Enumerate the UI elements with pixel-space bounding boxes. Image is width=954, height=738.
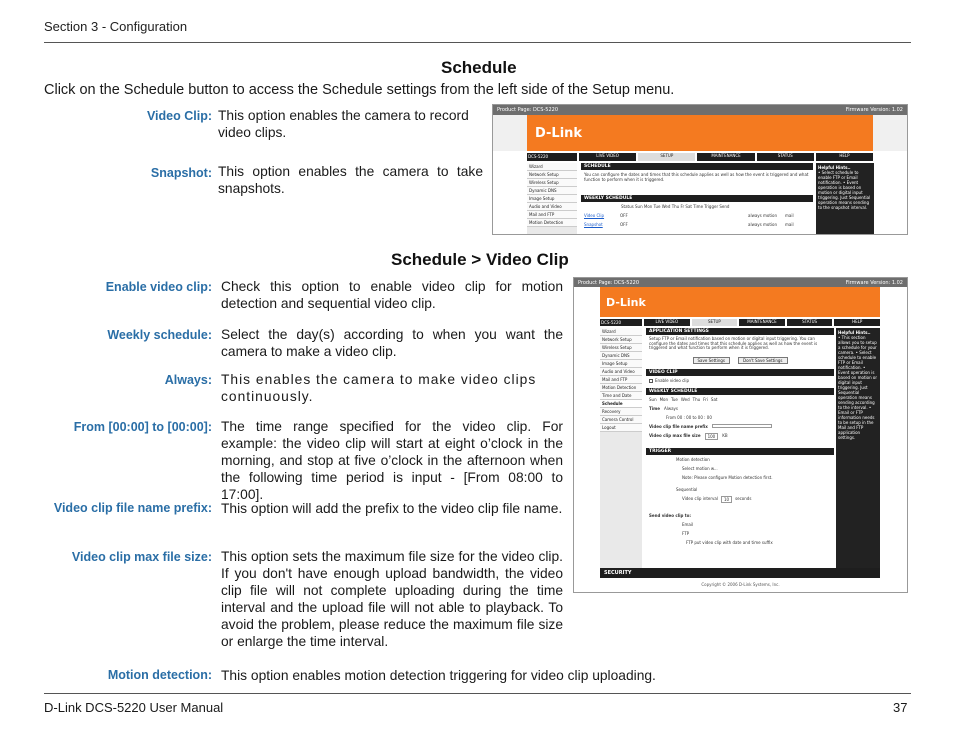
nav-item[interactable]: Wizard	[600, 328, 642, 336]
security-footer: SECURITY	[600, 568, 880, 578]
row-trigger: always motion	[748, 222, 778, 227]
time-label: Time	[649, 406, 660, 411]
section-header: Section 3 - Configuration	[44, 19, 188, 34]
term-enable-video-clip: Enable video clip:	[105, 280, 212, 294]
tab-bar	[642, 319, 880, 326]
schedule-screenshot	[492, 104, 908, 235]
helpful-hints	[816, 163, 874, 235]
tab-status[interactable]: STATUS	[757, 153, 814, 161]
nav-item[interactable]: Dynamic DNS	[600, 352, 642, 360]
row-trigger: always motion	[748, 213, 778, 218]
desc-video-clip: This option enables the camera to record video clips.	[218, 108, 469, 140]
product-bar	[574, 278, 907, 287]
brand-banner	[600, 287, 880, 317]
nav-item[interactable]: Motion Detection	[600, 384, 642, 392]
table-row	[581, 211, 813, 220]
tab-help[interactable]: HELP	[816, 153, 873, 161]
tab-maintenance[interactable]: MAINTENANCE	[739, 319, 785, 326]
enable-row	[646, 376, 834, 385]
desc-motion-detection: This option enables motion detection triggering for video clip uploading.	[221, 668, 656, 683]
row-send: mail	[785, 222, 794, 227]
time-row	[646, 404, 834, 413]
desc-always: This enables the camera to make video clips continuously.	[221, 372, 537, 404]
day-checkbox[interactable]: Thu	[692, 397, 701, 402]
day-checkbox[interactable]: Wed	[680, 397, 690, 402]
model-label: DCS-5220	[527, 153, 577, 161]
table-row	[581, 220, 813, 229]
copyright: Copyright © 2006 D-Link Systems, Inc.	[701, 582, 780, 587]
footer-rule	[44, 693, 911, 694]
nav-item[interactable]: Wireless Setup	[600, 344, 642, 352]
schedule-title: Schedule	[441, 58, 517, 77]
interval-row	[646, 494, 834, 505]
day-checkbox[interactable]: Mon	[659, 397, 669, 402]
row-send: mail	[785, 213, 794, 218]
app-settings-title: APPLICATION SETTINGS	[646, 328, 834, 335]
nav-item[interactable]: Audio and Video	[600, 368, 642, 376]
firmware-label: Firmware Version: 1.02	[845, 107, 903, 113]
ftp-option[interactable]: FTP	[646, 529, 834, 538]
nav-item[interactable]: Image Setup	[600, 360, 642, 368]
day-checkbox[interactable]: Sat	[710, 397, 718, 402]
desc-enable-video-clip: Check this option to enable video clip for motion detection and sequential video clip.	[221, 279, 563, 311]
nav-item[interactable]: Logout	[600, 424, 642, 432]
table-header: Status Sun Mon Tue Wed Thu Fr Sat Time Trigger Send	[581, 202, 813, 211]
header-rule	[44, 42, 911, 43]
helpful-hints	[836, 328, 880, 568]
enable-label: Enable video clip	[655, 378, 690, 383]
nav-item[interactable]: Audio and Video	[527, 203, 577, 211]
from-to-row[interactable]: From 00 : 00 to 00 : 00	[646, 413, 834, 422]
interval-input[interactable]: 10	[721, 496, 732, 503]
firmware-label: Firmware Version: 1.02	[845, 280, 903, 286]
row-link[interactable]: Video Clip	[584, 213, 605, 218]
schedule-panel	[581, 163, 813, 229]
tab-status[interactable]: STATUS	[787, 319, 833, 326]
nav-item[interactable]: Dynamic DNS	[527, 187, 577, 195]
tab-setup[interactable]: SETUP	[638, 153, 695, 161]
footer-manual: D-Link DCS-5220 User Manual	[44, 700, 224, 715]
interval-label: Video clip interval	[682, 496, 718, 501]
note-label: Note: Please configure Motion detection first.	[646, 473, 834, 482]
tab-live-video[interactable]: LIVE VIDEO	[579, 153, 636, 161]
panel-title: SCHEDULE	[581, 163, 813, 170]
prefix-input[interactable]	[712, 424, 772, 428]
day-checkbox[interactable]: Sun	[649, 397, 657, 402]
nav-item[interactable]: Camera Control	[600, 416, 642, 424]
hints-text: • Select schedule to enable FTP or Email notification. • Event operation is based on motion or digital input triggering. Just Sequential operation means sending to the snapshot interval.	[818, 170, 871, 210]
interval-unit: seconds	[735, 496, 752, 501]
nav-item-schedule[interactable]: Schedule	[600, 400, 642, 408]
schedule-intro: Click on the Schedule button to access the Schedule settings from the left side of the Setup menu.	[44, 82, 675, 98]
product-label: Product Page: DCS-5220	[578, 280, 639, 286]
row-status: OFF	[620, 222, 628, 227]
term-always: Always:	[164, 373, 212, 387]
day-checkbox[interactable]: Fri	[703, 397, 708, 402]
video-clip-title: Schedule > Video Clip	[391, 250, 569, 269]
days-row	[646, 395, 834, 404]
hints-text: • This section allows you to setup a schedule for your camera. • Select schedule to enable FTP or Email notification. • Event operation is based on motion or digital input triggering. Just Sequential operation means sending according to the interval. • Email or FTP information needs to be setup in the Mail and FTP application settings.	[838, 335, 877, 440]
dlink-logo: D-Link	[535, 125, 583, 141]
nav-item[interactable]: Recovery	[600, 408, 642, 416]
nav-item[interactable]: Mail and FTP	[527, 211, 577, 219]
always-radio[interactable]: Always	[663, 406, 679, 411]
nav-item[interactable]: Time and Date	[600, 392, 642, 400]
tab-setup[interactable]: SETUP	[692, 319, 738, 326]
desc-snapshot: This option enables the camera to take snapshots.	[218, 164, 483, 196]
nav-item[interactable]: Motion Detection	[527, 219, 577, 227]
hints-title: Helpful Hints..	[838, 330, 871, 335]
desc-file-name-prefix: This option will add the prefix to the video clip file name.	[221, 501, 563, 516]
weekly-title: WEEKLY SCHEDULE	[581, 195, 813, 202]
tab-bar	[577, 153, 873, 161]
desc-weekly-schedule: Select the day(s) according to when you want the camera to make a video clip.	[221, 327, 563, 359]
sequential-radio[interactable]: Sequential	[646, 485, 834, 494]
term-from-to: From [00:00] to [00:00]:	[73, 420, 212, 434]
desc-max-file-size: This option sets the maximum file size for the video clip. If you don't have enough upload bandwidth, the video clip file will not complete uploading during the time interval and the upload file will not able to playback. To avoid the problem, please reduce the maximum file size or enlarge the time interval.	[221, 549, 563, 649]
select-motion: Select motion w...	[646, 464, 834, 473]
model-label: DCS-5220	[600, 319, 642, 326]
email-option[interactable]: Email	[646, 520, 834, 529]
maxsize-row	[646, 431, 834, 442]
maxsize-label: Video clip max file size	[649, 433, 701, 438]
prefix-row	[646, 422, 834, 431]
tab-maintenance[interactable]: MAINTENANCE	[697, 153, 754, 161]
day-checkbox[interactable]: Tue	[671, 397, 678, 402]
save-settings-button[interactable]: Save Settings	[693, 357, 731, 364]
dlink-logo: D-Link	[606, 295, 646, 309]
nav-item[interactable]: Network Setup	[527, 171, 577, 179]
trigger-title: TRIGGER	[646, 448, 834, 455]
nav-item[interactable]: Image Setup	[527, 195, 577, 203]
panel-text: You can configure the dates and times that this schedule applies as well as how the event is triggered and what function to perform when it is triggered.	[581, 170, 813, 192]
page-number: 37	[893, 700, 908, 715]
row-link[interactable]: Snapshot	[584, 222, 603, 227]
term-snapshot: Snapshot:	[150, 166, 212, 180]
tab-help[interactable]: HELP	[834, 319, 880, 326]
row-status: OFF	[620, 213, 628, 218]
term-max-file-size: Video clip max file size:	[71, 550, 212, 564]
enable-checkbox[interactable]	[649, 379, 653, 383]
term-video-clip: Video Clip:	[146, 109, 212, 123]
prefix-label: Video clip file name prefix	[649, 424, 708, 429]
nav-item[interactable]: Mail and FTP	[600, 376, 642, 384]
settings-panel	[646, 328, 834, 547]
product-bar	[493, 105, 907, 115]
term-motion-detection: Motion detection:	[107, 668, 212, 682]
left-nav	[600, 328, 642, 568]
term-weekly-schedule: Weekly schedule:	[107, 328, 212, 342]
brand-banner	[493, 115, 907, 151]
maxsize-input[interactable]: 100	[705, 433, 719, 440]
ftp-suffix-option[interactable]: FTP put video clip with date and time suffix	[646, 538, 834, 547]
maxsize-unit: KB	[722, 433, 728, 438]
nav-item[interactable]: Network Setup	[600, 336, 642, 344]
app-settings-text: Setup FTP or Email notification based on motion or digital input triggering. You can configure the dates and times that this schedule applies as well as how the event is triggered and what function to perform when it is triggered.	[646, 335, 834, 355]
nav-item[interactable]: Wireless Setup	[527, 179, 577, 187]
term-file-name-prefix: Video clip file name prefix:	[53, 501, 212, 515]
product-label: Product Page: DCS-5220	[497, 107, 558, 113]
video-clip-section-title: VIDEO CLIP	[646, 369, 834, 376]
tab-live-video[interactable]: LIVE VIDEO	[644, 319, 690, 326]
dont-save-settings-button[interactable]: Don't Save Settings	[738, 357, 788, 364]
nav-item[interactable]: Wizard	[527, 163, 577, 171]
button-row	[646, 355, 834, 366]
send-title: Send video clip to:	[646, 511, 834, 520]
left-nav	[527, 163, 577, 235]
video-clip-screenshot	[573, 277, 908, 593]
hints-title: Helpful Hints..	[818, 165, 851, 170]
motion-radio[interactable]: Motion detection	[646, 455, 834, 464]
weekly-schedule-title: WEEKLY SCHEDULE	[646, 388, 834, 395]
desc-from-to: The time range specified for the video clip. For example: the video clip will start at eight o’clock in the morning, and stop at five o’clock in the afternoon when the following time period is input - [From 08:00 to 17:00].	[221, 419, 563, 502]
